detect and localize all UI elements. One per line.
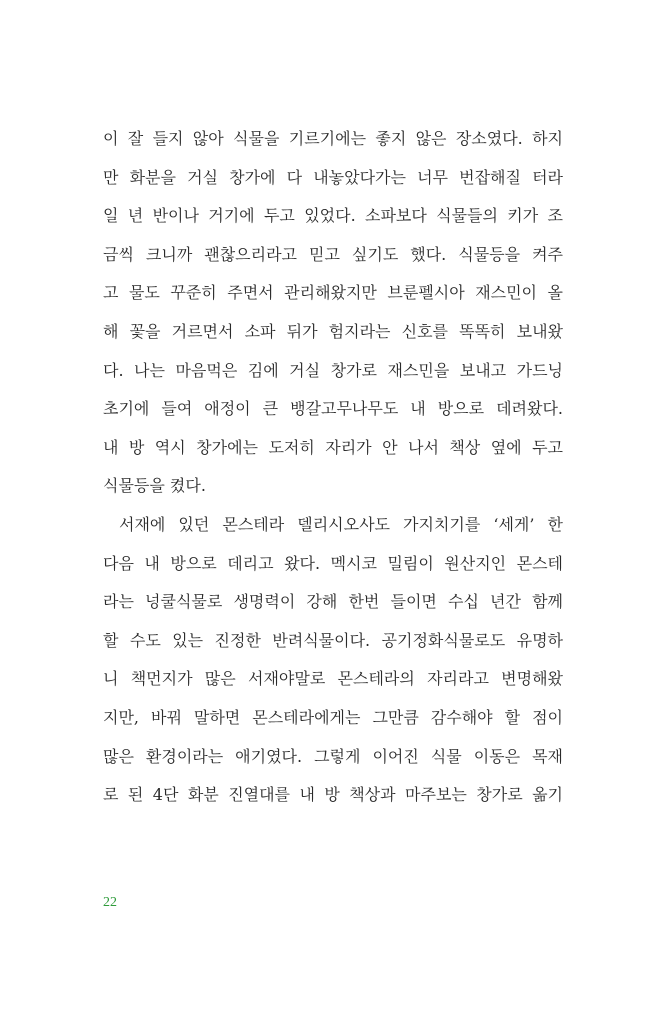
text-line: 만 화분을 거실 창가에 다 내놓았다가는 너무 번잡해질 터라 — [103, 167, 563, 187]
text-line: 해 꽃을 거르면서 소파 뒤가 험지라는 신호를 똑똑히 보내왔 — [103, 321, 563, 341]
text-line: 초기에 들여 애정이 큰 뱅갈고무나무도 내 방으로 데려왔다. — [103, 399, 563, 419]
text-line: 할 수도 있는 진정한 반려식물이다. 공기정화식물로도 유명하 — [103, 630, 563, 650]
text-line: 일 년 반이나 거기에 두고 있었다. 소파보다 식물들의 키가 조 — [103, 206, 563, 226]
text-line: 라는 넝쿨식물로 생명력이 강해 한번 들이면 수십 년간 함께 — [103, 592, 563, 612]
text-line: 금씩 크니까 괜찮으리라고 믿고 싶기도 했다. 식물등을 켜주 — [103, 244, 563, 264]
text-line: 니 책먼지가 많은 서재야말로 몬스테라의 자리라고 변명해왔 — [103, 669, 563, 689]
text-line: 로 된 4단 화분 진열대를 내 방 책상과 마주보는 창가로 옮기 — [103, 785, 563, 805]
text-line: 식물등을 켰다. — [103, 476, 206, 496]
text-line: 서재에 있던 몬스테라 델리시오사도 가지치기를 ‘세게’ 한 — [119, 514, 563, 534]
text-line: 지만, 바꿔 말하면 몬스테라에게는 그만큼 감수해야 할 점이 — [103, 707, 563, 727]
text-line: 고 물도 꾸준히 주면서 관리해왔지만 브룬펠시아 재스민이 올 — [103, 283, 563, 303]
page-number: 22 — [103, 895, 117, 910]
text-line: 다음 내 방으로 데리고 왔다. 멕시코 밀림이 원산지인 몬스테 — [103, 553, 563, 573]
text-line: 많은 환경이라는 애기였다. 그렇게 이어진 식물 이동은 목재 — [103, 746, 563, 766]
text-line: 다. 나는 마음먹은 김에 거실 창가로 재스민을 보내고 가드닝 — [103, 360, 563, 380]
text-line: 이 잘 들지 않아 식물을 기르기에는 좋지 않은 장소였다. 하지 — [103, 129, 563, 148]
body-text — [103, 120, 563, 815]
text-line: 내 방 역시 창가에는 도저히 자리가 안 나서 책상 옆에 두고 — [103, 437, 563, 457]
